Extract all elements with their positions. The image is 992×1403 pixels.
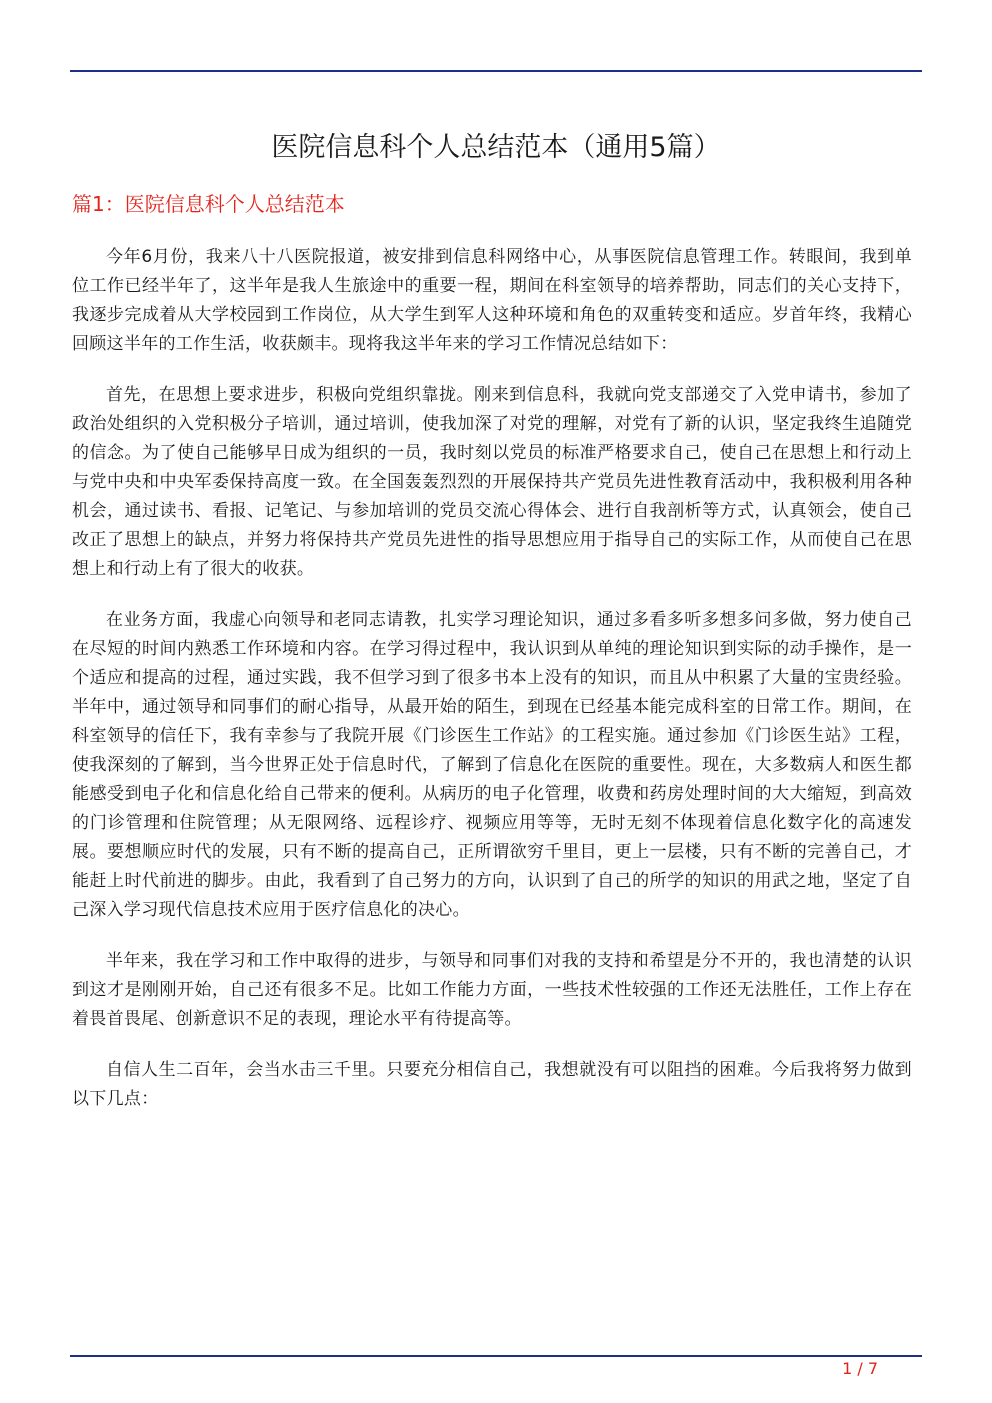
paragraph: 首先，在思想上要求进步，积极向党组织靠拢。刚来到信息科，我就向党支部递交了入党申请书，参加了政治处组织的入党积极分子培训，通过培训，使我加深了对党的理解，对党有了新的认识，坚定我终生追随党的信念。为了使自己能够早日成为组织的一员，我时刻以党员的标准严格要求自己，使自己在思想上和行动上与党中央和中央军委保持高度一致。在全国轰轰烈烈的开展保持共产党员先进性教育活动中，我积极利用各种机会，通过读书、看报、记笔记、与参加培训的党员交流心得体会、进行自我剖析等方式，认真领会，使自己改正了思想上的缺点，并努力将保持共产党员先进性的指导思想应用于指导自己的实际工作，从而使自己在思想上和行动上有了很大的收获。 bbox=[72, 385, 912, 579]
footer-rule bbox=[70, 1355, 922, 1357]
document-title: 医院信息科个人总结范本（通用5篇） bbox=[271, 132, 721, 163]
document-body bbox=[72, 243, 912, 1136]
section-heading: 篇1：医院信息科个人总结范本 bbox=[72, 192, 345, 216]
paragraph: 半年来，我在学习和工作中取得的进步，与领导和同事们对我的支持和希望是分不开的，我也清楚的认识到这才是刚刚开始，自己还有很多不足。比如工作能力方面，一些技术性较强的工作还无法胜任，工作上存在着畏首畏尾、创新意识不足的表现，理论水平有待提高等。 bbox=[72, 951, 912, 1029]
paragraph: 在业务方面，我虚心向领导和老同志请教，扎实学习理论知识，通过多看多听多想多问多做，努力使自己在尽短的时间内熟悉工作环境和内容。在学习得过程中，我认识到从单纯的理论知识到实际的动手操作，是一个适应和提高的过程，通过实践，我不但学习到了很多书本上没有的知识，而且从中积累了大量的宝贵经验。半年中，通过领导和同事们的耐心指导，从最开始的陌生，到现在已经基本能完成科室的日常工作。期间，在科室领导的信任下，我有幸参与了我院开展《门诊医生工作站》的工程实施。通过参加《门诊医生站》工程，使我深刻的了解到，当今世界正处于信息时代，了解到了信息化在医院的重要性。现在，大多数病人和医生都能感受到电子化和信息化给自己带来的便利。从病历的电子化管理，收费和药房处理时间的大大缩短，到高效的门诊管理和住院管理；从无限网络、远程诊疗、视频应用等等，无时无刻不体现着信息化数字化的高速发展。要想顺应时代的发展，只有不断的提高自己，正所谓欲穷千里目，更上一层楼，只有不断的完善自己，才能赶上时代前进的脚步。由此，我看到了自己努力的方向，认识到了自己的所学的知识的用武之地，坚定了自己深入学习现代信息技术应用于医疗信息化的决心。 bbox=[72, 610, 912, 920]
header-rule bbox=[70, 70, 922, 72]
page-number: 1 / 7 bbox=[842, 1359, 878, 1378]
paragraph: 自信人生二百年，会当水击三千里。只要充分相信自己，我想就没有可以阻挡的困难。今后我将努力做到以下几点： bbox=[72, 1060, 912, 1109]
paragraph: 今年6月份，我来八十八医院报道，被安排到信息科网络中心，从事医院信息管理工作。转眼间，我到单位工作已经半年了，这半年是我人生旅途中的重要一程，期间在科室领导的培养帮助，同志们的关心支持下，我逐步完成着从大学校园到工作岗位，从大学生到军人这种环境和角色的双重转变和适应。岁首年终，我精心回顾这半年的工作生活，收获颇丰。现将我这半年来的学习工作情况总结如下： bbox=[72, 247, 912, 354]
